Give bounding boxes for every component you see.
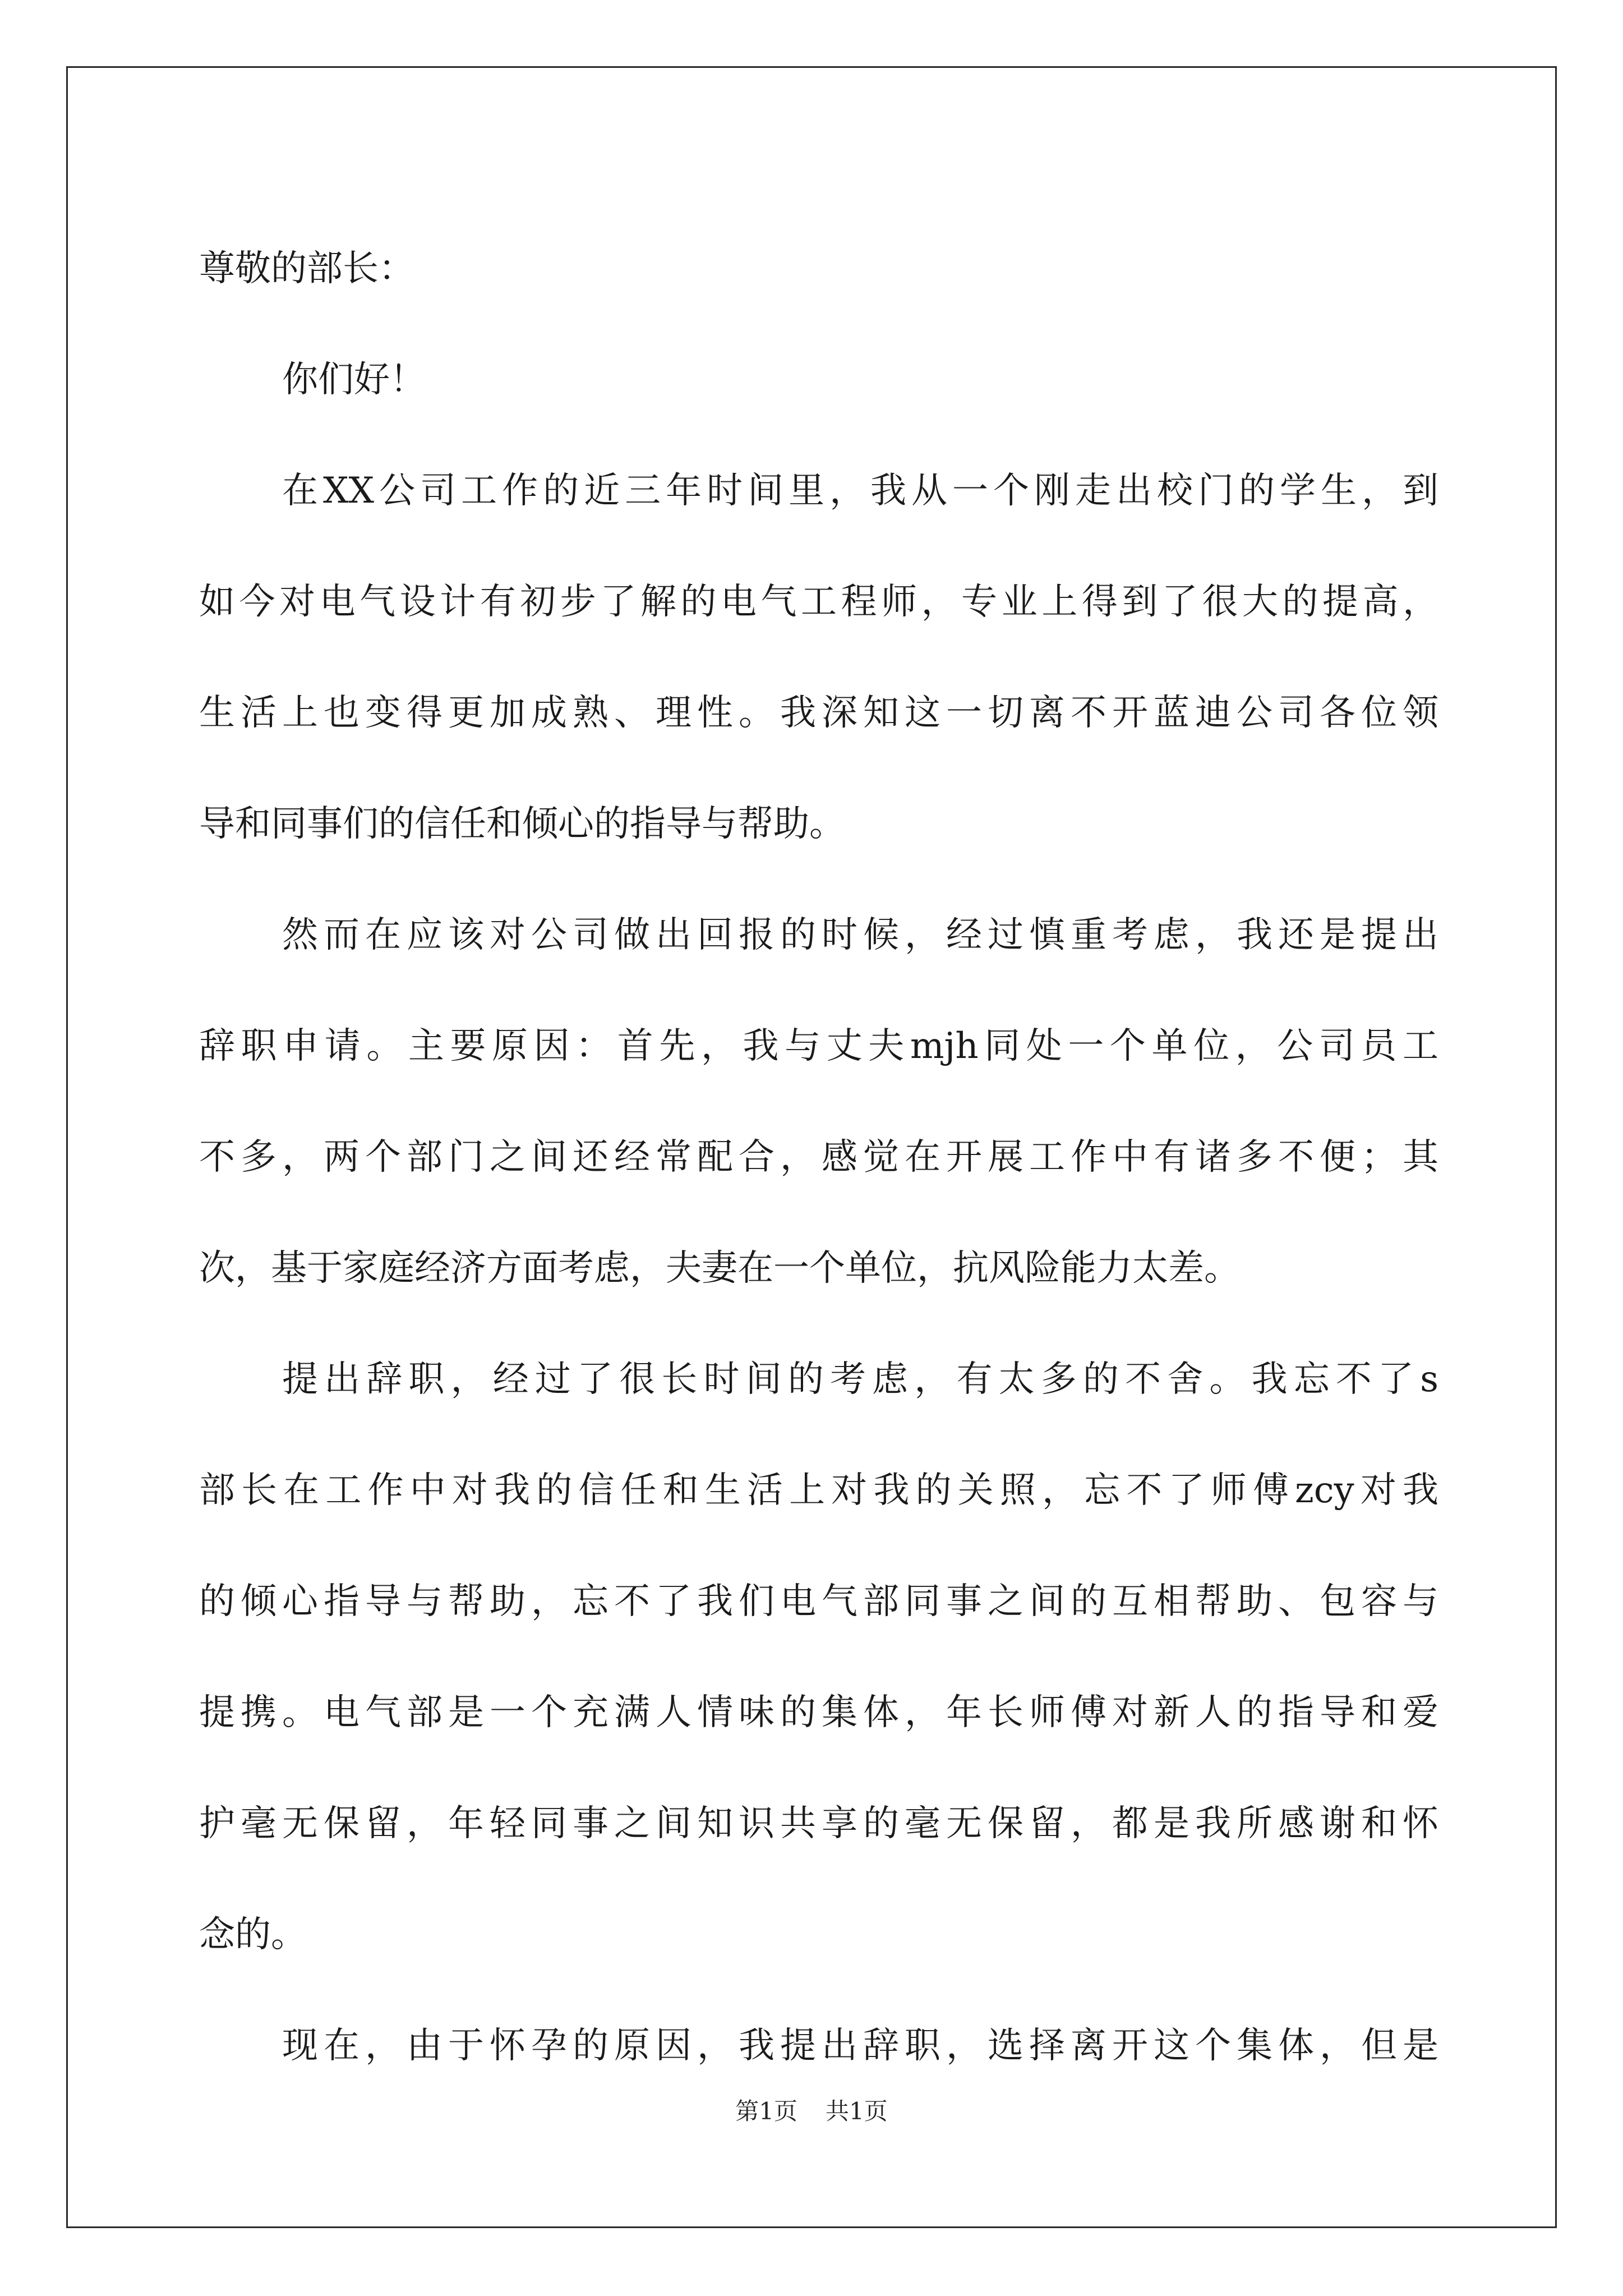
paragraph-3-line: 的倾心指导与帮助，忘不了我们电气部同事之间的互相帮助、包容与 <box>199 1581 1438 1622</box>
paragraph-3-line: 念的。 <box>199 1914 307 1955</box>
paragraph-4-line: 现在，由于怀孕的原因，我提出辞职，选择离开这个集体，但是 <box>282 2025 1438 2067</box>
paragraph-2-line: 然而在应该对公司做出回报的时候，经过慎重考虑，我还是提出 <box>282 914 1438 956</box>
paragraph-2-line: 辞职申请。主要原因：首先，我与丈夫mjh同处一个单位，公司员工 <box>199 1025 1438 1067</box>
paragraph-2-line: 不多，两个部门之间还经常配合，感觉在开展工作中有诸多不便；其 <box>199 1137 1438 1178</box>
paragraph-3-line: 部长在工作中对我的信任和生活上对我的关照，忘不了师傅zcy对我 <box>199 1470 1438 1511</box>
letter-body <box>199 213 1438 2101</box>
paragraph-2-line: 次，基于家庭经济方面考虑，夫妻在一个单位，抗风险能力太差。 <box>199 1248 1240 1289</box>
paragraph-3-line: 提携。电气部是一个充满人情味的集体，年长师傅对新人的指导和爱 <box>199 1692 1438 1733</box>
paragraph-1-line: 在XX公司工作的近三年时间里，我从一个刚走出校门的学生，到 <box>282 470 1438 512</box>
greeting: 你们好！ <box>282 359 426 401</box>
paragraph-3-line: 护毫无保留，年轻同事之间知识共享的毫无保留，都是我所感谢和怀 <box>199 1803 1438 1844</box>
page-number: 第1页 <box>735 2097 797 2125</box>
paragraph-1-line: 导和同事们的信任和倾心的指导与帮助。 <box>199 803 845 845</box>
page-total: 共1页 <box>826 2097 888 2125</box>
paragraph-3-line: 提出辞职，经过了很长时间的考虑，有太多的不舍。我忘不了s <box>282 1359 1438 1400</box>
salutation: 尊敬的部长： <box>199 248 414 289</box>
paragraph-1-line: 生活上也变得更加成熟、理性。我深知这一切离不开蓝迪公司各位领 <box>199 692 1438 734</box>
paragraph-1-line: 如今对电气设计有初步了解的电气工程师，专业上得到了很大的提高， <box>199 581 1438 623</box>
page-footer <box>0 2095 1623 2128</box>
